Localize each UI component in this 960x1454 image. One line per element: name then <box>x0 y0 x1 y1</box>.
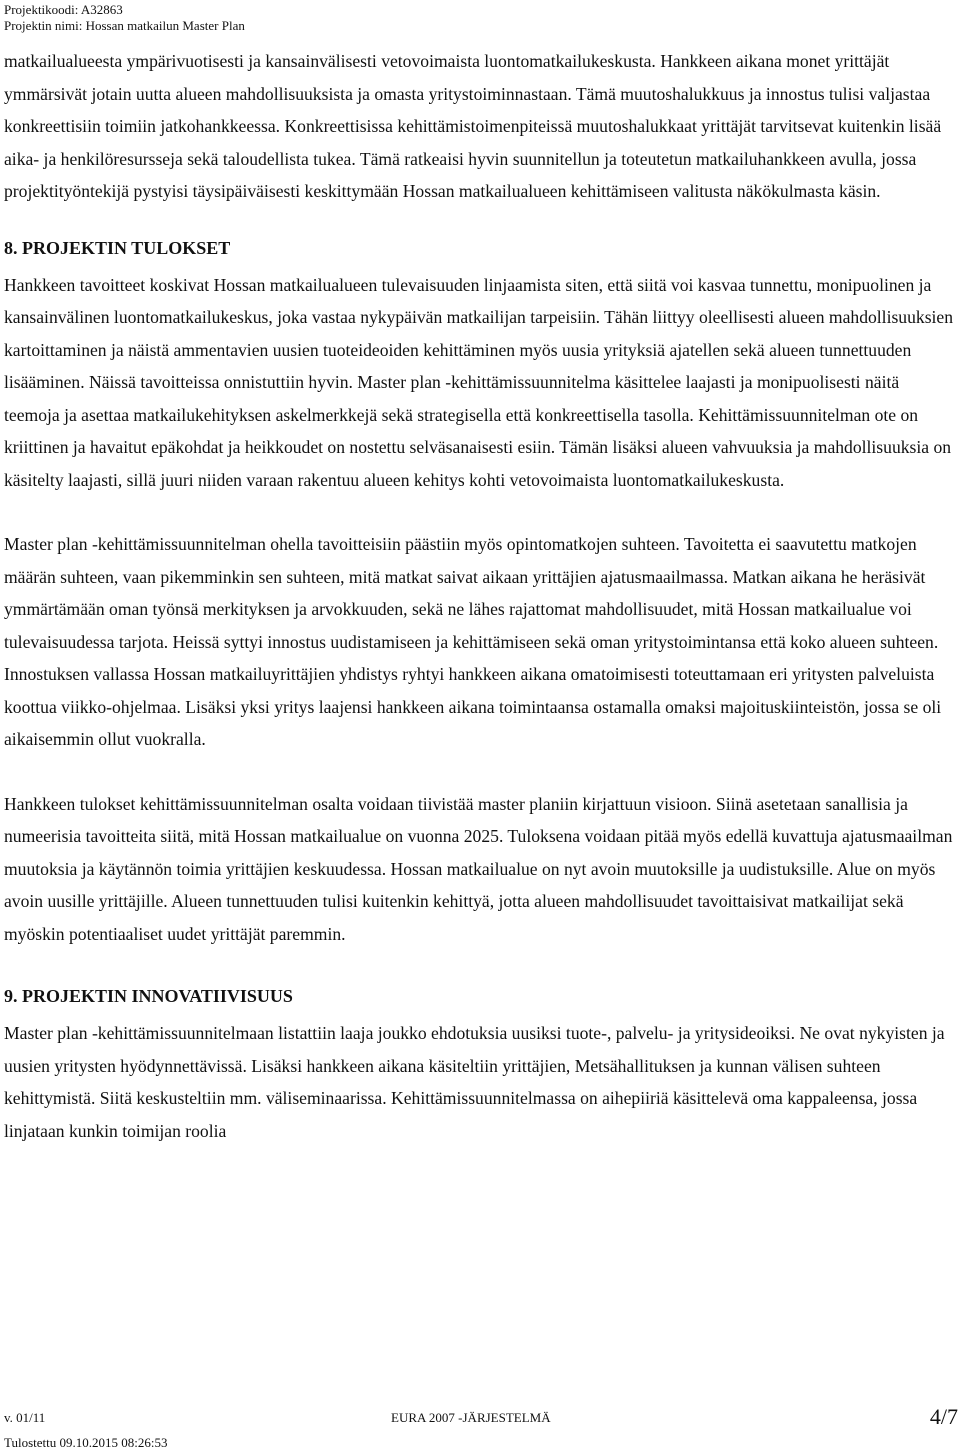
project-code: Projektikoodi: A32863 <box>4 2 123 17</box>
page-number: 4/7 <box>929 1404 958 1429</box>
paragraph-innovation-1: Master plan -kehittämissuunnitelmaan listattiin laaja joukko ehdotuksia uusiksi tuote-, palvelu- ja yritysideoiksi. Ne ovat nykyisten ja uusien yritysten hyödynnettävissä. Lisäksi hankkeen aikana käsiteltiin yrittäjien, Metsähallituksen ja kunnan välisen suhteen kehittymistä. Siitä keskusteltiin mm. väliseminaarissa. Kehittämissuunnitelmassa on aihepiiriä käsittelevä oma kappaleensa, jossa linjataan kunkin toimijan roolia <box>4 1023 945 1141</box>
footer-version: v. 01/11 <box>4 1410 46 1425</box>
paragraph-results-3: Hankkeen tulokset kehittämissuunnitelman osalta voidaan tiivistää master planiin kirjattuun visioon. Siinä asetetaan sanallisia ja numeerisia tavoitteita siitä, mitä Hossan matkailualue on vuonna 2025. Tuloksena voidaan pitää myös edellä kuvattuja ajatusmaailman muutoksia ja käytännön toimia yrittäjien keskuudessa. Hossan matkailualue on nyt avoin muutoksille ja uudistuksille. Alue on myös avoin uusille yrittäjille. Alueen tunnettuuden tulisi kuitenkin kehittyä, jotta alueen mahdollisuudet tavoittaisivat matkailijat sekä myöskin potentiaaliset uudet yrittäjät paremmin. <box>4 793 953 944</box>
footer-system: EURA 2007 -JÄRJESTELMÄ <box>391 1410 551 1425</box>
paragraph-results-1: Hankkeen tavoitteet koskivat Hossan matkailualueen tulevaisuuden linjaamista siten, että siitä voi kasvaa tunnettu, monipuolinen ja kansainvälinen luontomatkailukeskus, joka vastaa nykypäivän matkailijan tarpeisiin. Tähän liittyy oleellisesti alueen mahdollisuuksien kartoittaminen ja näistä ammentavien uusien tuoteideoiden kehittäminen myös uusia yrityksiä ajatellen sekä alueen tunnettuuden lisääminen. Näissä tavoitteissa onnistuttiin hyvin. Master plan -kehittämissuunnitelma käsittelee laajasti ja monipuolisesti näitä teemoja ja asettaa matkailukehityksen askelmerkkejä sekä strategisella että konkreettisella tasolla. Kehittämissuunnitelman ote on kriittinen ja havaitut epäkohdat ja heikkoudet on nostettu selväsanaisesti esiin. Tämän lisäksi alueen vahvuuksia ja mahdollisuuksia on käsitelty laajasti, sillä juuri niiden varaan rakentuu alueen kehitys kohti vetovoimaista luontomatkailukeskusta. <box>4 274 954 490</box>
paragraph-results-2: Master plan -kehittämissuunnitelman ohella tavoitteisiin päästiin myös opintomatkojen suhteen. Tavoitetta ei saavutettu matkojen määrän suhteen, vaan pikemminkin sen suhteen, mitä matkat saivat aikaan yrittäjien ajatusmaailmassa. Matkan aikana he heräsivät ymmärtämään oman työnsä merkityksen ja arvokkuuden, sekä ne lähes rajattomat mahdollisuudet, mitä Hossan matkailualue voi tulevaisuudessa tarjota. Heissä syttyi innostus uudistamiseen ja kehittämiseen sekä oman yritystoimintansa että koko alueen suhteen. Innostuksen vallassa Hossan matkailuyrittäjien yhdistys ryhtyi hankkeen aikana omatoimisesti toteuttamaan eri yritysten palveluista koottua viikko-ohjelmaa. Lisäksi yksi yritys laajensi hankkeen aikana toimintaansa ostamalla omaksi majoituskiinteistön, jossa se oli aikaisemmin ollut vuokralla. <box>4 534 942 749</box>
project-name: Projektin nimi: Hossan matkailun Master Plan <box>4 18 245 33</box>
document-body <box>4 45 956 1147</box>
section-heading-8: 8. PROJEKTIN TULOKSET <box>4 237 231 258</box>
section-heading-9: 9. PROJEKTIN INNOVATIIVISUUS <box>4 986 293 1006</box>
paragraph-intro: matkailualueesta ympärivuotisesti ja kansainvälisesti vetovoimaista luontomatkailukeskusta. Hankkeen aikana monet yrittäjät ymmärsivät jotain uutta alueen mahdollisuuksista ja omasta yritystoiminnastaan. Tämä muutoshalukkuus ja innostus tulisi valjastaa konkreettisiin toimiin jatkohankkeessa. Konkreettisissa kehittämistoimenpiteissä muutoshalukkaat yrittäjät tarvitsevat kuitenkin lisää aika- ja henkilöresursseja sekä taloudellista tukea. Tämä ratkeaisi hyvin suunnitellun ja toteutetun matkailuhankkeen avulla, jossa projektityöntekijä pystyisi täysipäiväisesti keskittymään Hossan matkailualueen kehittämiseen valitusta näkökulmasta käsin. <box>4 51 942 201</box>
document-header <box>4 2 245 34</box>
footer-printed-timestamp: Tulostettu 09.10.2015 08:26:53 <box>4 1435 168 1450</box>
